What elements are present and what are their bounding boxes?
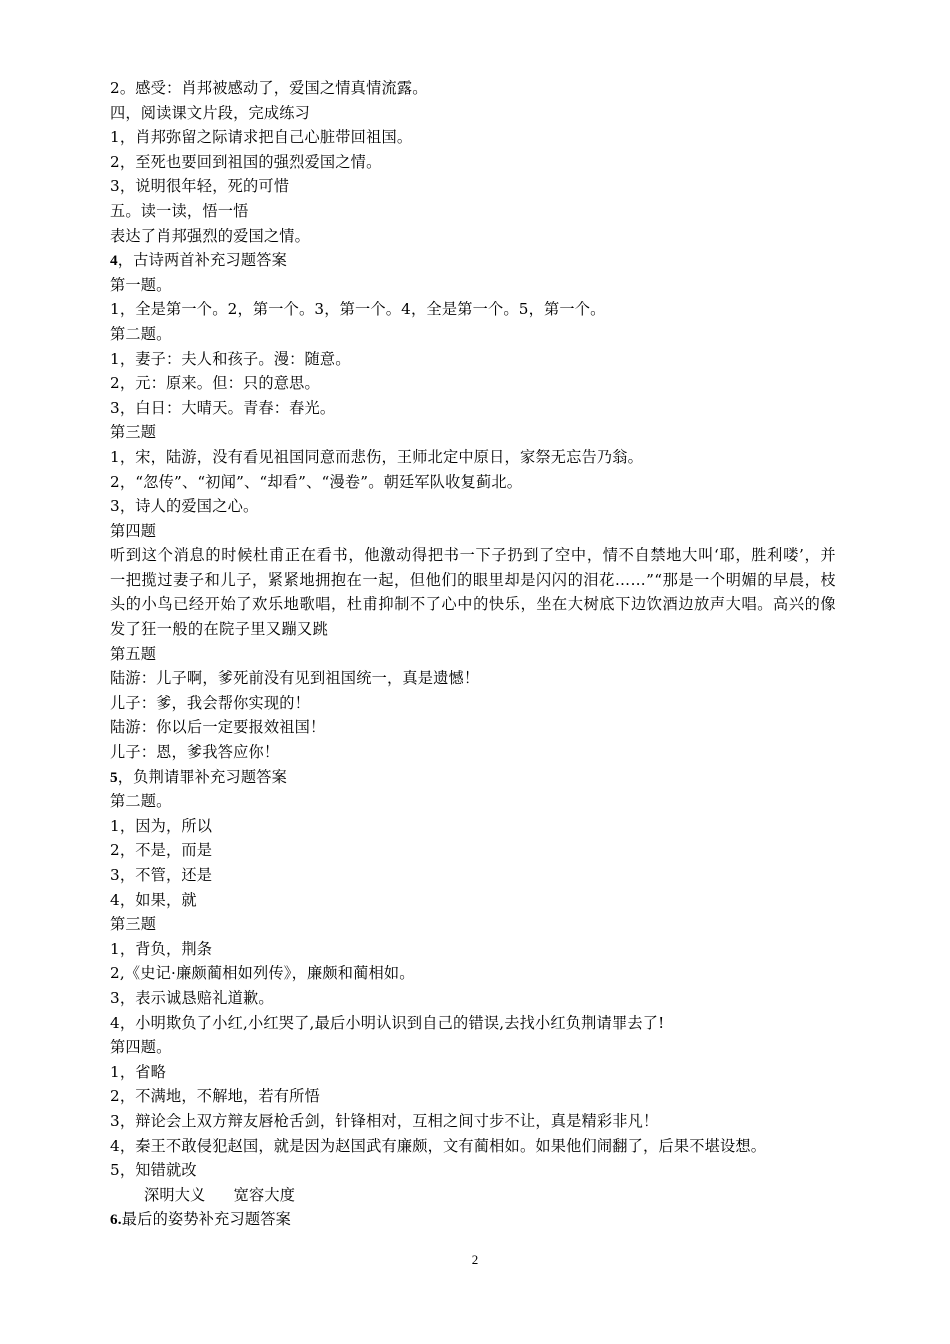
text-line: 3，不管，还是 [110,866,213,884]
text-line: 3，辩论会上双方辩友唇枪舌剑，针锋相对，互相之间寸步不让，真是精彩非凡！ [110,1111,659,1130]
text-line: 1，全是第一个。2，第一个。3，第一个。4，全是第一个。5，第一个。 [110,300,606,319]
section-title: ，古诗两首补充习题答案 [117,251,288,270]
idiom: 深明大义 [144,1185,206,1204]
text-line: 4，如果，就 [110,890,197,909]
text-line: 3，白日：大晴天。青春：春光。 [110,398,336,417]
text-line: 1，省略 [110,1062,167,1081]
text-line: 陆游：你以后一定要报效祖国！ [110,718,326,737]
text-line: 1，肖邦弥留之际请求把自己心脏带回祖国。 [110,128,413,147]
idiom-line [110,1183,840,1208]
text-line: 第二题。 [110,324,172,343]
text-line: 1，妻子：夫人和孩子。漫：随意。 [110,349,351,368]
answer-paragraph: 听到这个消息的时候杜甫正在看书，他激动得把书一下子扔到了空中，情不自禁地大叫‘耶，胜利喽’，并一把揽过妻子和儿子，紧紧地拥抱在一起，但他们的眼里却是闪闪的泪花……”“那是一个明媚的早晨，枝头的小鸟已经开始了欢乐地歌唱，杜甫抑制不了心中的快乐，坐在大树底下边饮酒边放声大唱。高兴的像发了狂一般的在院子里又蹦又跳 [110,546,836,639]
text-line: 2，不满地，不解地，若有所悟 [110,1087,320,1106]
text-line: 3，诗人的爱国之心。 [110,497,259,516]
text-line: 3，表示诚恳赔礼道歉。 [110,988,274,1007]
text-line: 第二题。 [110,792,172,811]
text-line: 儿子：爹，我会帮你实现的！ [110,693,311,712]
text-line: 2，至死也要回到祖国的强烈爱国之情。 [110,152,382,171]
section-number: 4 [110,252,118,270]
text-line: 第三题 [110,915,157,934]
text-line: 1，背负，荆条 [110,939,213,958]
text-line: 五。读一读，悟一悟 [110,201,249,220]
page-number: 2 [471,1252,479,1267]
text-line: 3，说明很年轻，死的可惜 [110,177,290,196]
text-line: 第五题 [110,644,157,663]
section-number: 5 [110,768,118,786]
document-page [110,76,840,1232]
text-line: 1，因为，所以 [110,816,213,835]
text-line: 5，知错就改 [110,1161,197,1180]
text-line: 第三题 [110,423,157,442]
text-line: 四，阅读课文片段，完成练习 [110,103,311,122]
section-number: 6. [110,1211,122,1229]
text-line: 第四题。 [110,1038,172,1057]
text-line: 陆游：儿子啊，爹死前没有见到祖国统一，真是遗憾！ [110,669,480,688]
text-line: 2，不是，而是 [110,841,213,860]
section-heading [110,1207,840,1232]
text-line: 表达了肖邦强烈的爱国之情。 [110,226,311,245]
section-heading [110,765,840,790]
section-title: 最后的姿势补充习题答案 [121,1210,292,1229]
section-heading [110,248,840,273]
text-line: 2，“忽传”、“初闻”、“却看”、“漫卷”。朝廷军队收复蓟北。 [110,472,523,491]
text-line: 1，宋，陆游，没有看见祖国同意而悲伤，王师北定中原日，家祭无忘告乃翁。 [110,447,644,466]
idiom: 宽容大度 [233,1185,296,1204]
text-line: 2，元：原来。但：只的意思。 [110,374,320,393]
text-line: 2,《史记·廉颇蔺相如列传》，廉颇和蔺相如。 [110,964,415,983]
text-line: 4，秦王不敢侵犯赵国，就是因为赵国武有廉颇，文有蔺相如。如果他们闹翻了，后果不堪设想。 [110,1136,767,1155]
section-title: ，负荆请罪补充习题答案 [117,767,288,786]
text-line: 第一题。 [110,275,172,294]
text-line: 2。感受：肖邦被感动了，爱国之情真情流露。 [110,79,428,97]
text-line: 第四题 [110,521,157,540]
text-line: 儿子：恩，爹我答应你！ [110,743,280,762]
text-line: 4，小明欺负了小红,小红哭了,最后小明认识到自己的错误,去找小红负荆请罪去了! [110,1013,665,1032]
